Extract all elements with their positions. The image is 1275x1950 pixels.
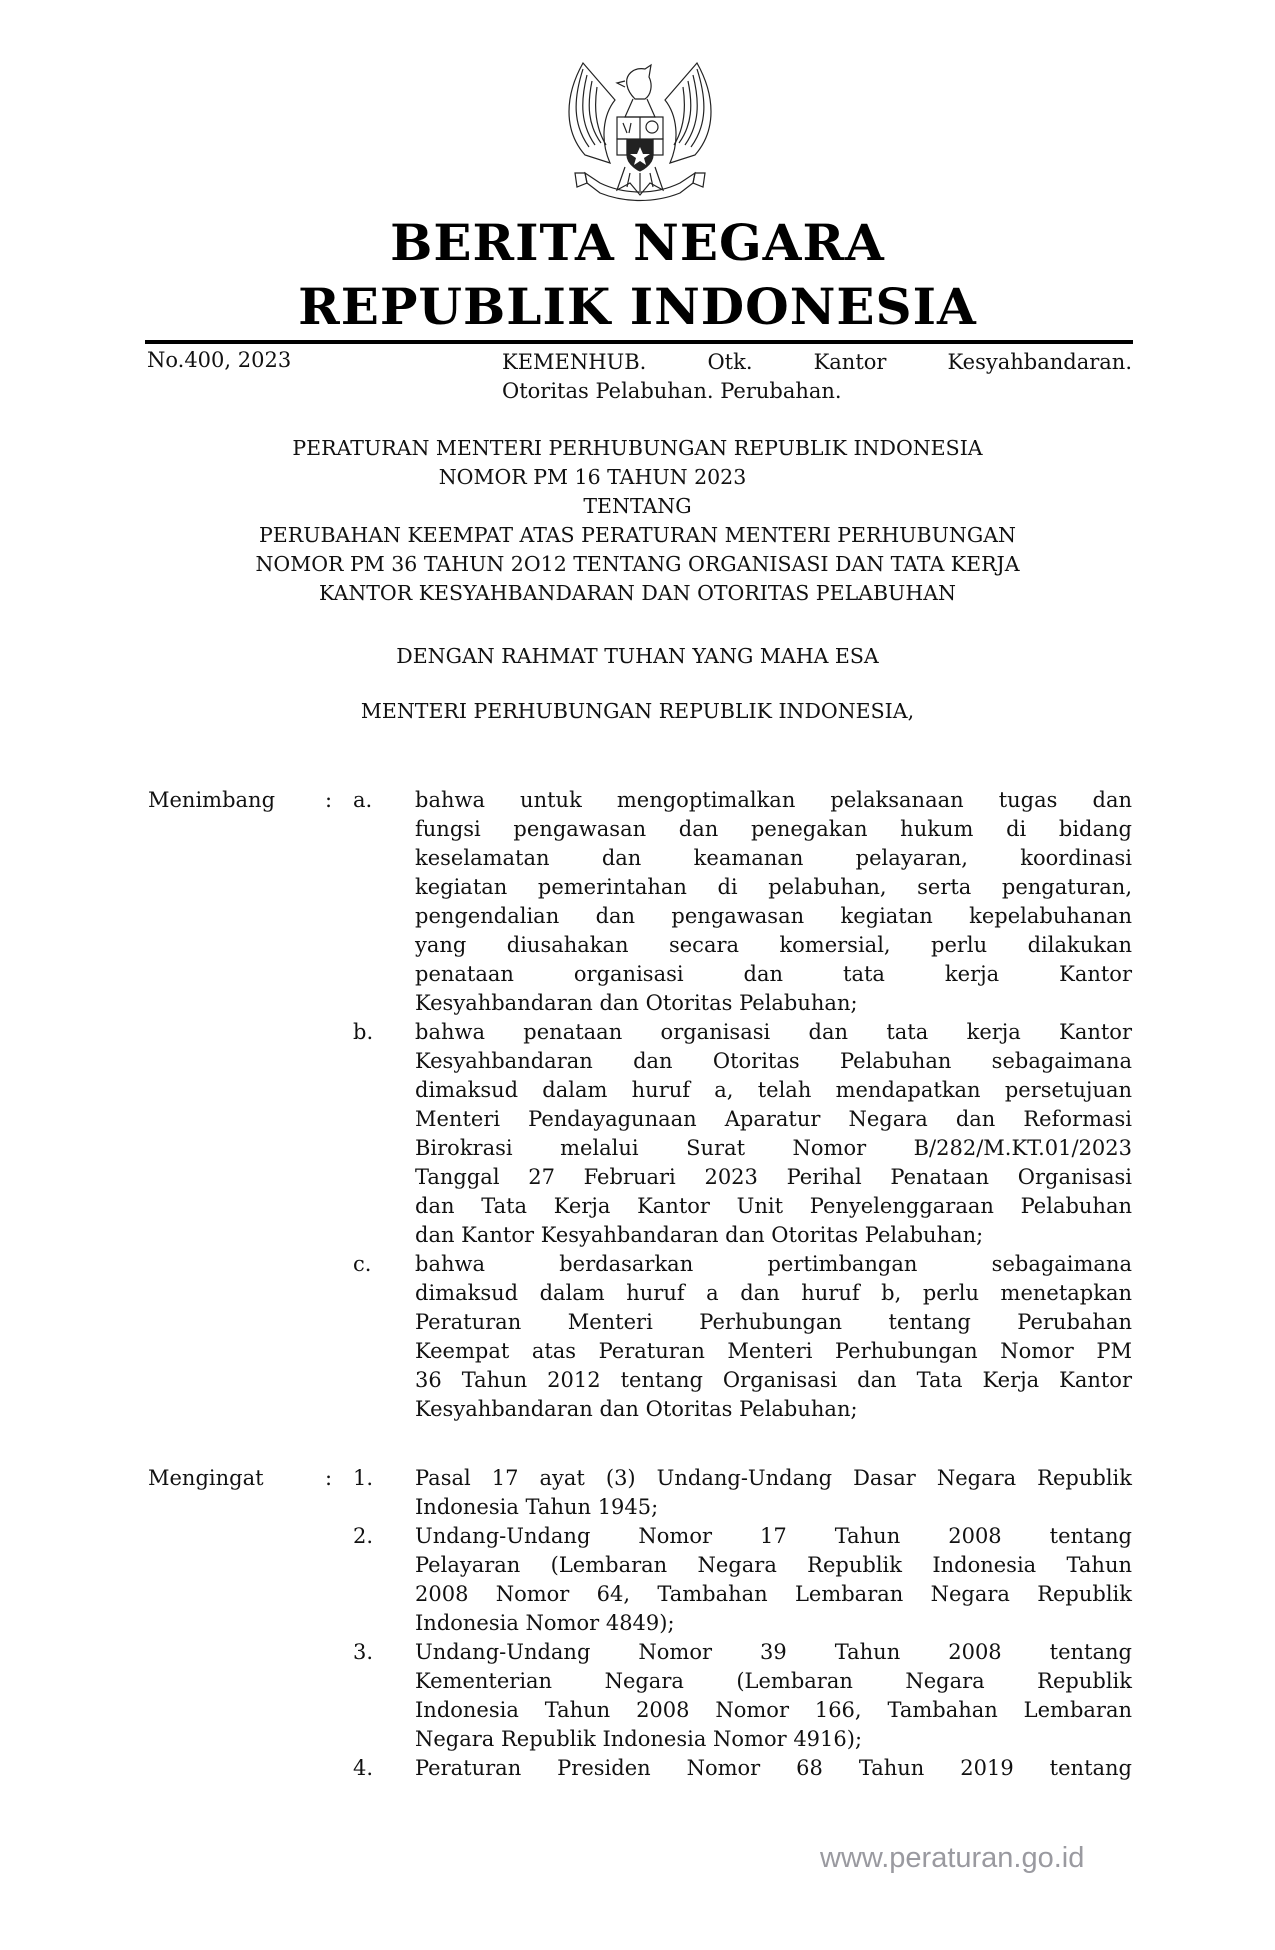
- item-text-line: 36 Tahun 2012 tentang Organisasi dan Tata Kerja Kantor: [415, 1368, 1132, 1392]
- item-text-line: Negara Republik Indonesia Nomor 4916);: [415, 1727, 863, 1751]
- item-text-line: Indonesia Tahun 1945;: [415, 1495, 659, 1519]
- item-marker: b.: [353, 1020, 374, 1044]
- item-text: [415, 786, 1132, 1018]
- regulation-heading-line: PERATURAN MENTERI PERHUBUNGAN REPUBLIK INDONESIA: [292, 436, 983, 460]
- list-item: [0, 1250, 1275, 1424]
- minister-heading: MENTERI PERHUBUNGAN REPUBLIK INDONESIA,: [360, 699, 915, 723]
- item-text-line: penataan organisasi dan tata kerja Kantor: [415, 962, 1132, 986]
- header-divider: [145, 340, 1133, 344]
- item-marker: c.: [353, 1252, 372, 1276]
- item-text: [415, 1638, 1132, 1754]
- menimbang-section: [0, 786, 1275, 1424]
- item-text-line: dimaksud dalam huruf a dan huruf b, perlu menetapkan: [415, 1281, 1132, 1305]
- item-text: [415, 1754, 1132, 1783]
- mengingat-section: [0, 1464, 1275, 1783]
- description-line: Otoritas Pelabuhan. Perubahan.: [502, 379, 842, 403]
- item-text-line: kegiatan pemerintahan di pelabuhan, serta pengaturan,: [415, 875, 1132, 899]
- item-text-line: Menteri Pendayagunaan Aparatur Negara dan Reformasi: [415, 1107, 1132, 1131]
- item-text-line: Kesyahbandaran dan Otoritas Pelabuhan;: [415, 1397, 858, 1421]
- list-item: [0, 786, 1275, 1018]
- list-item: [0, 1754, 1275, 1783]
- mengingat-items: [0, 1464, 1275, 1783]
- item-text-line: Pelayaran (Lembaran Negara Republik Indonesia Tahun: [415, 1553, 1132, 1577]
- item-text-line: dan Tata Kerja Kantor Unit Penyelenggaraan Pelabuhan: [415, 1194, 1132, 1218]
- item-text-line: Undang-Undang Nomor 17 Tahun 2008 tentang: [415, 1524, 1132, 1548]
- regulation-heading-line: NOMOR PM 16 TAHUN 2023: [438, 465, 747, 489]
- item-text: [415, 1522, 1132, 1638]
- item-text-line: 2008 Nomor 64, Tambahan Lembaran Negara Republik: [415, 1582, 1132, 1606]
- item-text-line: fungsi pengawasan dan penegakan hukum di bidang: [415, 817, 1132, 841]
- regulation-heading: [0, 434, 1275, 608]
- watermark-link[interactable]: www.peraturan.go.id: [820, 1842, 1085, 1874]
- item-text-line: Peraturan Presiden Nomor 68 Tahun 2019 tentang: [415, 1756, 1132, 1780]
- item-text-line: Tanggal 27 Februari 2023 Perihal Penataan Organisasi: [415, 1165, 1132, 1189]
- section-label: Menimbang: [148, 788, 276, 812]
- item-marker: 4.: [353, 1756, 374, 1780]
- item-marker: 2.: [353, 1524, 374, 1548]
- item-text: [415, 1018, 1132, 1250]
- item-text-line: Indonesia Nomor 4849);: [415, 1611, 675, 1635]
- section-label: Mengingat: [148, 1466, 264, 1490]
- item-text-line: dimaksud dalam huruf a, telah mendapatkan persetujuan: [415, 1078, 1132, 1102]
- menimbang-items: [0, 786, 1275, 1424]
- item-text-line: Pasal 17 ayat (3) Undang-Undang Dasar Negara Republik: [415, 1466, 1132, 1490]
- item-text-line: Keempat atas Peraturan Menteri Perhubungan Nomor PM: [415, 1339, 1132, 1363]
- list-item: [0, 1464, 1275, 1522]
- regulation-heading-line: KANTOR KESYAHBANDARAN DAN OTORITAS PELABUHAN: [319, 581, 956, 605]
- item-marker: 1.: [353, 1466, 374, 1490]
- gazette-title-line2: REPUBLIK INDONESIA: [298, 277, 977, 336]
- regulation-heading-line: PERUBAHAN KEEMPAT ATAS PERATURAN MENTERI PERHUBUNGAN: [259, 523, 1016, 547]
- list-item: [0, 1522, 1275, 1638]
- list-item: [0, 1018, 1275, 1250]
- item-marker: a.: [353, 788, 373, 812]
- item-text-line: yang diusahakan secara komersial, perlu dilakukan: [415, 933, 1132, 957]
- gazette-title-line1: BERITA NEGARA: [390, 213, 885, 272]
- greeting: DENGAN RAHMAT TUHAN YANG MAHA ESA: [396, 644, 879, 668]
- item-text: [415, 1464, 1132, 1522]
- item-text-line: bahwa penataan organisasi dan tata kerja Kantor: [415, 1020, 1132, 1044]
- section-colon: :: [325, 1466, 333, 1490]
- item-text-line: bahwa berdasarkan pertimbangan sebagaimana: [415, 1252, 1132, 1276]
- item-marker: 3.: [353, 1640, 374, 1664]
- item-text-line: Kementerian Negara (Lembaran Negara Republik: [415, 1669, 1132, 1693]
- garuda-emblem-icon: [555, 55, 725, 215]
- gazette-number: No.400, 2023: [147, 348, 292, 372]
- item-text-line: dan Kantor Kesyahbandaran dan Otoritas Pelabuhan;: [415, 1223, 984, 1247]
- item-text-line: bahwa untuk mengoptimalkan pelaksanaan tugas dan: [415, 788, 1132, 812]
- section-colon: :: [325, 788, 333, 812]
- item-text-line: keselamatan dan keamanan pelayaran, koordinasi: [415, 846, 1132, 870]
- item-text-line: Kesyahbandaran dan Otoritas Pelabuhan sebagaimana: [415, 1049, 1132, 1073]
- list-item: [0, 1638, 1275, 1754]
- item-text: [415, 1250, 1132, 1424]
- item-text-line: Peraturan Menteri Perhubungan tentang Perubahan: [415, 1310, 1132, 1334]
- item-text-line: Birokrasi melalui Surat Nomor B/282/M.KT.01/2023: [415, 1136, 1132, 1160]
- item-text-line: Undang-Undang Nomor 39 Tahun 2008 tentang: [415, 1640, 1132, 1664]
- regulation-heading-line: NOMOR PM 36 TAHUN 2O12 TENTANG ORGANISASI DAN TATA KERJA: [255, 552, 1020, 576]
- item-text-line: Indonesia Tahun 2008 Nomor 166, Tambahan Lembaran: [415, 1698, 1132, 1722]
- item-text-line: pengendalian dan pengawasan kegiatan kepelabuhanan: [415, 904, 1132, 928]
- description-line: KEMENHUB. Otk. Kantor Kesyahbandaran.: [502, 350, 1132, 374]
- gazette-description: [502, 348, 1132, 406]
- regulation-heading-line: TENTANG: [583, 494, 692, 518]
- item-text-line: Kesyahbandaran dan Otoritas Pelabuhan;: [415, 991, 858, 1015]
